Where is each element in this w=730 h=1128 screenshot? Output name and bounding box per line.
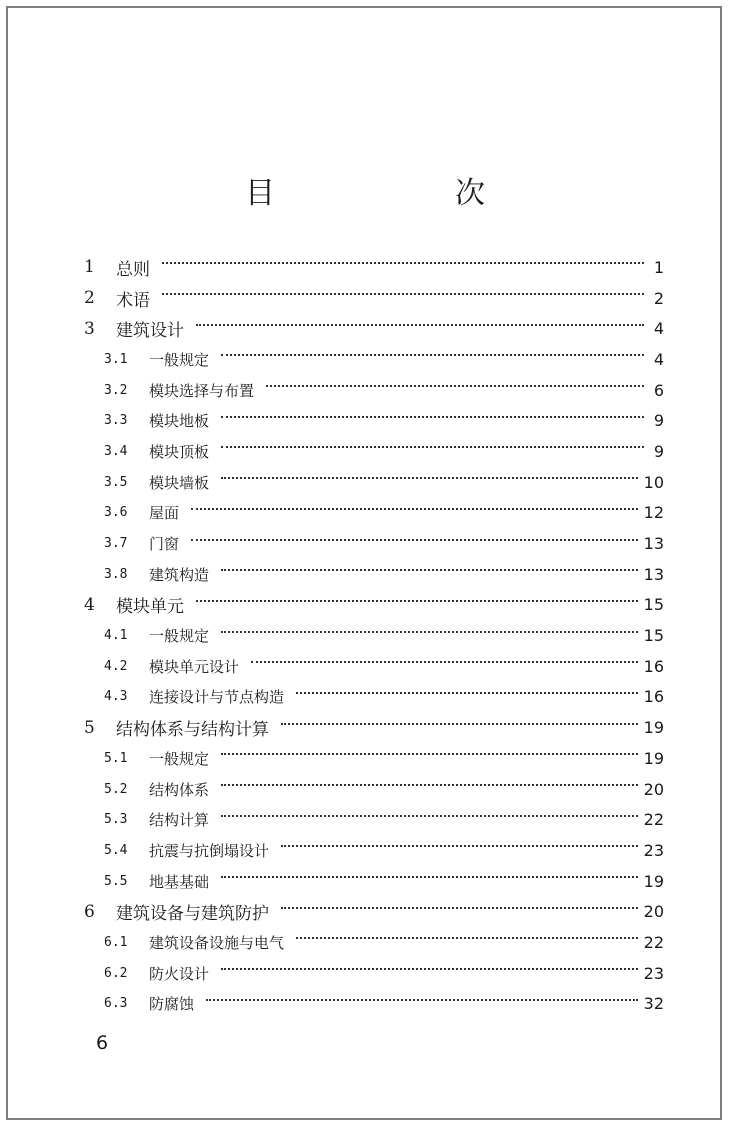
- toc-entry-number: 4.2: [104, 658, 128, 674]
- toc-entry-number: 4.1: [104, 628, 128, 644]
- dot-leader: [162, 262, 644, 264]
- toc-entry-number: 5.1: [104, 750, 128, 766]
- toc-entry[interactable]: [84, 559, 664, 590]
- toc-entry-title: 防腐蚀: [149, 995, 195, 1014]
- toc-entry-number: 6: [84, 901, 95, 922]
- toc-entry-title: 抗震与抗倒塌设计: [149, 841, 270, 860]
- toc-entry[interactable]: [84, 896, 664, 927]
- dot-leader: [191, 508, 638, 510]
- toc-entry-title: 模块单元: [116, 597, 184, 618]
- toc-entry-number: 5.4: [104, 842, 128, 858]
- toc-entry-number: 5.5: [104, 873, 128, 889]
- toc-entry-page: 15: [643, 626, 664, 646]
- toc-entry[interactable]: [84, 989, 664, 1020]
- toc-entry-title: 建筑构造: [149, 565, 210, 584]
- toc-entry-number: 1: [84, 257, 95, 278]
- toc-entry-page: 23: [643, 840, 664, 860]
- toc-entry-title: 一般规定: [149, 627, 210, 646]
- toc-entry[interactable]: [84, 590, 664, 621]
- toc-entry-title: 结构计算: [149, 811, 210, 830]
- dot-leader: [281, 907, 638, 909]
- toc-entry-number: 5.3: [104, 812, 128, 828]
- toc-entry[interactable]: [84, 651, 664, 682]
- toc-entry[interactable]: [84, 313, 664, 344]
- toc-entry-page: 10: [643, 472, 664, 492]
- toc-entry-title: 结构体系与结构计算: [116, 720, 269, 741]
- toc-entry-page: 16: [643, 687, 664, 707]
- toc-entry[interactable]: [84, 467, 664, 498]
- toc-entry-number: 2: [84, 288, 95, 309]
- toc-entry[interactable]: [84, 620, 664, 651]
- table-of-contents: [84, 252, 664, 1019]
- toc-entry-page: 2: [653, 288, 664, 308]
- toc-entry-title: 一般规定: [149, 350, 210, 369]
- toc-entry[interactable]: [84, 436, 664, 467]
- toc-entry[interactable]: [84, 528, 664, 559]
- dot-leader: [221, 477, 638, 479]
- toc-entry[interactable]: [84, 866, 664, 897]
- toc-entry-page: 20: [643, 779, 664, 799]
- page-number: 6: [96, 1032, 109, 1054]
- toc-entry-page: 4: [653, 349, 664, 369]
- toc-entry-page: 19: [643, 718, 664, 738]
- toc-entry-title: 一般规定: [149, 749, 210, 768]
- toc-entry-title: 防火设计: [149, 964, 210, 983]
- toc-entry-page: 15: [643, 595, 664, 615]
- dot-leader: [221, 968, 638, 970]
- dot-leader: [221, 876, 638, 878]
- toc-entry-page: 12: [643, 503, 664, 523]
- toc-entry-number: 5: [84, 717, 95, 738]
- toc-entry-page: 9: [653, 441, 664, 461]
- toc-entry-title: 模块地板: [149, 412, 210, 431]
- toc-entry-page: 19: [643, 748, 664, 768]
- dot-leader: [221, 446, 644, 448]
- toc-entry-number: 4: [84, 594, 95, 615]
- toc-entry-number: 3.3: [104, 413, 128, 429]
- toc-entry-title: 模块顶板: [149, 442, 210, 461]
- toc-entry-number: 3.5: [104, 474, 128, 490]
- dot-leader: [281, 845, 638, 847]
- toc-entry-number: 3.2: [104, 382, 128, 398]
- toc-entry-number: 3.1: [104, 351, 128, 367]
- toc-entry[interactable]: [84, 927, 664, 958]
- page-title: 目 次: [245, 176, 525, 211]
- toc-entry[interactable]: [84, 774, 664, 805]
- toc-entry-page: 32: [643, 994, 664, 1014]
- toc-entry-page: 20: [643, 902, 664, 922]
- toc-entry-page: 22: [643, 810, 664, 830]
- toc-entry-number: 6.3: [104, 996, 128, 1012]
- toc-entry-number: 3.7: [104, 536, 128, 552]
- dot-leader: [266, 385, 644, 387]
- toc-entry[interactable]: [84, 712, 664, 743]
- toc-entry-page: 9: [653, 411, 664, 431]
- toc-entry[interactable]: [84, 835, 664, 866]
- dot-leader: [221, 753, 638, 755]
- toc-entry[interactable]: [84, 498, 664, 529]
- dot-leader: [221, 784, 638, 786]
- dot-leader: [191, 539, 638, 541]
- toc-entry[interactable]: [84, 283, 664, 314]
- toc-entry[interactable]: [84, 958, 664, 989]
- toc-entry-title: 结构体系: [149, 780, 210, 799]
- toc-entry-page: 16: [643, 656, 664, 676]
- dot-leader: [221, 354, 644, 356]
- toc-entry-title: 建筑设备与建筑防护: [116, 904, 269, 925]
- toc-entry-number: 3: [84, 318, 95, 339]
- dot-leader: [206, 999, 638, 1001]
- dot-leader: [162, 293, 644, 295]
- toc-entry-title: 建筑设计: [116, 321, 184, 342]
- toc-entry-title: 门窗: [149, 535, 180, 554]
- toc-entry-page: 19: [643, 871, 664, 891]
- toc-entry-title: 术语: [116, 290, 150, 311]
- toc-entry-number: 3.4: [104, 443, 128, 459]
- toc-entry-title: 建筑设备设施与电气: [149, 933, 285, 952]
- toc-entry-number: 6.1: [104, 934, 128, 950]
- toc-entry-title: 模块墙板: [149, 473, 210, 492]
- dot-leader: [221, 569, 638, 571]
- dot-leader: [221, 416, 644, 418]
- toc-entry-number: 4.3: [104, 689, 128, 705]
- toc-entry[interactable]: [84, 344, 664, 375]
- toc-entry[interactable]: [84, 682, 664, 713]
- toc-entry-page: 1: [653, 257, 664, 277]
- dot-leader: [221, 631, 638, 633]
- toc-entry-page: 13: [643, 564, 664, 584]
- toc-entry-number: 5.2: [104, 781, 128, 797]
- toc-entry-page: 4: [653, 319, 664, 339]
- toc-entry-title: 模块单元设计: [149, 657, 240, 676]
- dot-leader: [296, 937, 638, 939]
- dot-leader: [296, 692, 638, 694]
- toc-entry[interactable]: [84, 804, 664, 835]
- dot-leader: [221, 815, 638, 817]
- toc-entry-title: 模块选择与布置: [149, 381, 255, 400]
- toc-entry-title: 总则: [116, 259, 150, 280]
- toc-entry-title: 屋面: [149, 504, 180, 523]
- toc-entry-title: 连接设计与节点构造: [149, 688, 285, 707]
- dot-leader: [196, 324, 644, 326]
- toc-entry-number: 6.2: [104, 965, 128, 981]
- toc-entry[interactable]: [84, 252, 664, 283]
- toc-entry-number: 3.8: [104, 566, 128, 582]
- toc-entry-number: 3.6: [104, 505, 128, 521]
- dot-leader: [251, 661, 638, 663]
- dot-leader: [281, 723, 638, 725]
- toc-entry-page: 13: [643, 534, 664, 554]
- toc-entry-page: 23: [643, 963, 664, 983]
- toc-entry-page: 6: [653, 380, 664, 400]
- dot-leader: [196, 600, 638, 602]
- toc-entry[interactable]: [84, 405, 664, 436]
- toc-entry-page: 22: [643, 932, 664, 952]
- toc-entry[interactable]: [84, 743, 664, 774]
- toc-entry-title: 地基基础: [149, 872, 210, 891]
- toc-entry[interactable]: [84, 375, 664, 406]
